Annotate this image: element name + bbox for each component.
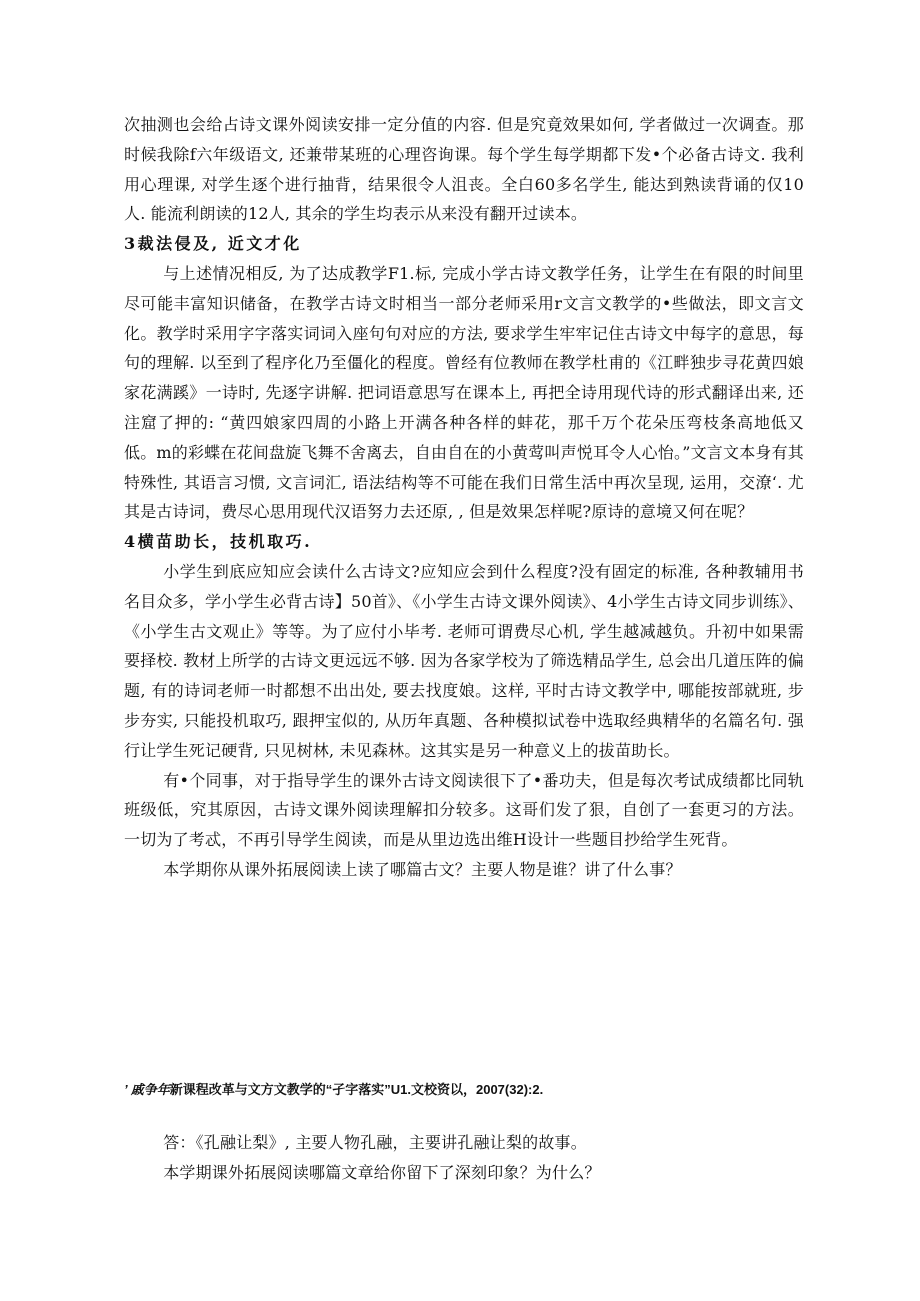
main-text-block	[124, 110, 804, 885]
paragraph-classical-teaching: 与上述情况相反, 为了达成教学F1.标, 完成小学古诗文教学任务，让学生在有限的时间里尽可能丰富知识储备，在教学古诗文时相当一部分老师采用r文言文教学的•些做法，即文言文化。教学时采用字字落实词词入座句句对应的方法, 要求学生牢牢记住古诗文中每字的意思，每句的理解. 以至到了程序化乃至僵化的程度。曾经有位教师在教学杜甫的《江畔独步寻花黄四娘家花满蹊》一诗时, 先逐字讲解. 把词语意思写在课本上, 再把全诗用现代诗的形式翻译出来, 还注窟了押的: “黄四娘家四周的小路上开满各种各样的蚌花，那千万个花朵压弯枝条高地低又低。m的彩蝶在花间盘旋飞舞不舍离去，自由自在的小黄莺叫声悦耳令人心怡。”文言文本身有其特殊性, 其语言习惯, 文言词汇, 语法结构等不可能在我们日常生活中再次呈现, 运用，交潦‘. 尤其是古诗词，费尽心思用现代汉语努力去还原, , 但是效果怎样呢?原诗的意境又何在呢？	[124, 263, 804, 522]
paragraph-answer-1: 答：《孔融让梨》, 主要人物孔融，主要讲孔融让梨的故事。	[163, 1133, 587, 1152]
footnote-author: 戚争年	[130, 1082, 170, 1097]
paragraph-exam-pressure: 小学生到底应知应会读什么古诗文?应知应会到什么程度?没有固定的标准, 各种教辅用书名目众多，学小学生必背古诗】50首》、《小学生古诗文课外阅读》、4小学生古诗文同步训练》、《小学生古文观止》等等。为了应付小毕考. 老师可谓费尽心机, 学生越减越负。升初中如果需要择校. 教材上所学的古诗文更远远不够. 因为各家学校为了筛选精品学生, 总会出几道压阵的偏题, 有的诗词老师一时都想不出出处, 要去找度娘。这样, 平时古诗文教学中, 哪能按部就班, 步步夯实, 只能投机取巧, 跟押宝似的, 从历年真题、各种模拟试卷中选取经典精华的名篇名句. 强行让学生死记硬背, 只见树林, 未见森林。这其实是另一种意义上的拔苗助长。	[124, 561, 804, 760]
paragraph-question-2: 本学期课外拓展阅读哪篇文章给你留下了深刻印象？为什么？	[163, 1162, 601, 1182]
paragraph-question-1: 本学期你从课外拓展阅读上读了哪篇古文？主要人物是谁？讲了什么事？	[163, 859, 682, 879]
footnote	[124, 1080, 804, 1100]
section-heading-3: 3裁法侵及, 近文才化	[124, 234, 302, 254]
answer-text-block	[124, 1128, 804, 1188]
paragraph-survey: 次抽测也会给占诗文课外阅读安排一定分值的内容. 但是究竟效果如何, 学者做过一次调查。那时候我除f六年级语文, 还兼带某班的心理咨询课。每个学生每学期都下发•个必备古诗文. 我利用心理课, 对学生逐个进行抽背，结果很令人沮丧。全白60多名学生, 能达到熟读背诵的仅10人. 能流利朗读的12人, 其余的学生均表示从来没有翻开过读本。	[124, 115, 804, 224]
paragraph-colleague: 有•个同事，对于指导学生的课外古诗文阅读很下了•番功夫，但是每次考试成绩都比同轨班级低，究其原因，古诗文课外阅读理解扣分较多。这哥们发了狠，自创了一套更习的方法。一切为了考忒，不再引导学生阅读，而是从里边选出维H设计一些题目抄给学生死背。	[124, 770, 804, 850]
footnote-body: 新课程改革与文方文教学的“孑字落实”U1.文校资以，2007(32):2.	[169, 1082, 544, 1097]
section-heading-4: 4横苗助长，技机取巧.	[124, 532, 313, 552]
footnote-mark: ’	[124, 1082, 128, 1097]
